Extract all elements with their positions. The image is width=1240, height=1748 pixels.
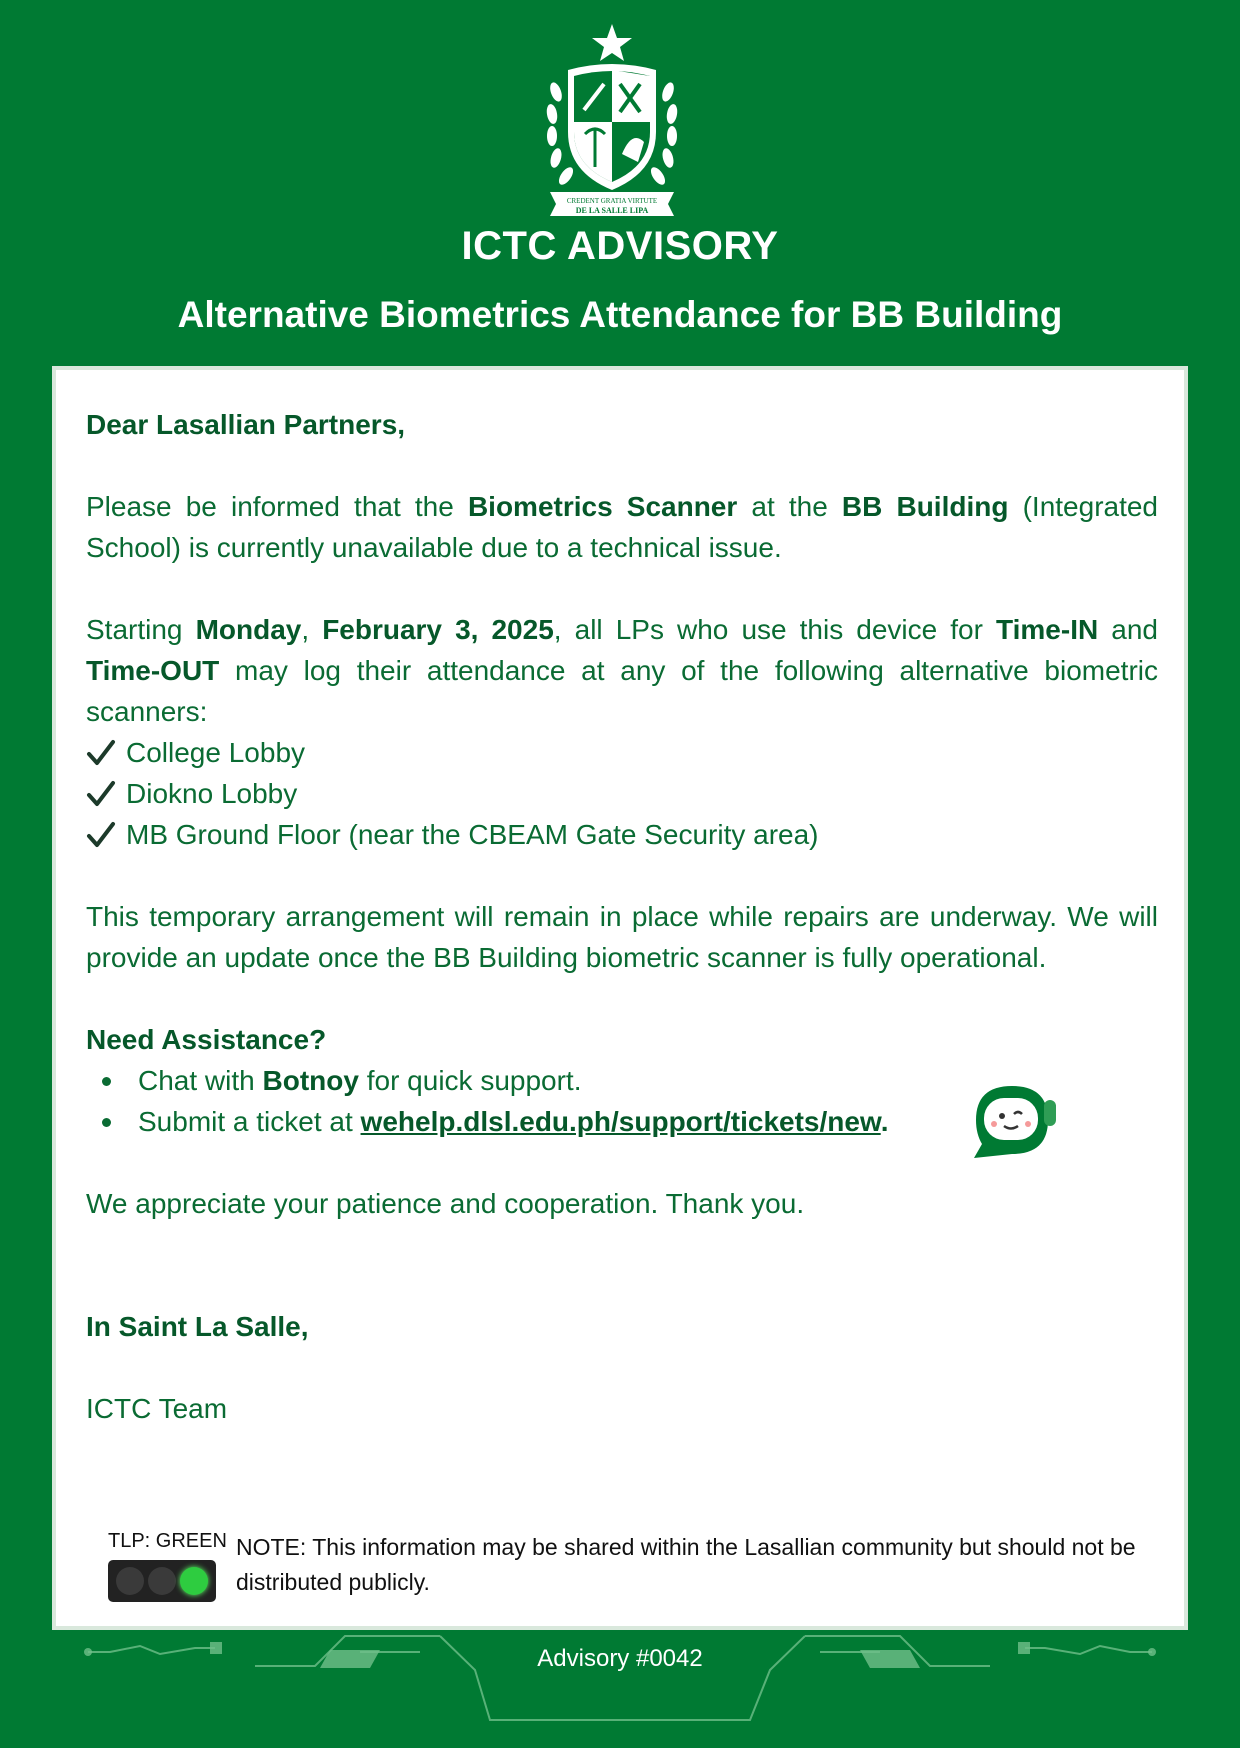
signature: ICTC Team <box>86 1393 228 1424</box>
thanks-line: We appreciate your patience and cooperation. Thank you. <box>86 1188 805 1219</box>
advisory-body <box>86 404 1158 1429</box>
assistance-heading: Need Assistance? <box>86 1024 327 1055</box>
advisory-card <box>52 366 1188 1630</box>
checkmark-icon <box>86 779 116 809</box>
botnoy-chatbot-icon <box>966 1080 1062 1162</box>
tlp-note: NOTE: This information may be shared within the Lasallian community but should not be distributed publicly. <box>236 1534 1136 1595</box>
location-item: Diokno Lobby <box>86 773 1158 814</box>
support-ticket-link[interactable]: wehelp.dlsl.edu.ph/support/tickets/new <box>360 1106 881 1137</box>
list-item: Chat with Botnoy for quick support. <box>86 1060 1158 1101</box>
closing-line: In Saint La Salle, <box>86 1311 309 1342</box>
checkmark-icon <box>86 738 116 768</box>
advisory-title: ICTC ADVISORY <box>461 224 779 268</box>
advisory-subtitle: Alternative Biometrics Attendance for BB Building <box>177 294 1063 335</box>
svg-text:DE LA SALLE LIPA: DE LA SALLE LIPA <box>575 206 649 215</box>
paragraph-temporary-arrangement: This temporary arrangement will remain in place while repairs are underway. We will provide an update once the BB Building biometric scanner is fully operational. <box>86 901 1158 973</box>
list-item: Submit a ticket at wehelp.dlsl.edu.ph/support/tickets/new. <box>86 1101 1158 1142</box>
checkmark-icon <box>86 820 116 850</box>
location-item: MB Ground Floor (near the CBEAM Gate Security area) <box>86 814 1158 855</box>
tlp-label: TLP: GREEN <box>108 1530 227 1552</box>
paragraph-scanner-unavailable: Please be informed that the Biometrics Scanner at the BB Building (Integrated School) is currently unavailable due to a technical issue. <box>86 491 1159 563</box>
salutation: Dear Lasallian Partners, <box>86 409 406 440</box>
location-item: College Lobby <box>86 732 1158 773</box>
traffic-light-icon <box>108 1560 216 1602</box>
svg-text:CREDENT GRATIA VIRTUTE: CREDENT GRATIA VIRTUTE <box>566 197 658 205</box>
advisory-number: Advisory #0042 <box>537 1645 703 1672</box>
dlsl-crest-logo <box>540 22 684 218</box>
paragraph-alternative-scanners: Starting Monday, February 3, 2025, all LPs who use this device for Time-IN and Time-OUT may log their attendance at any of the following alternative biometric scanners: <box>86 614 1158 727</box>
